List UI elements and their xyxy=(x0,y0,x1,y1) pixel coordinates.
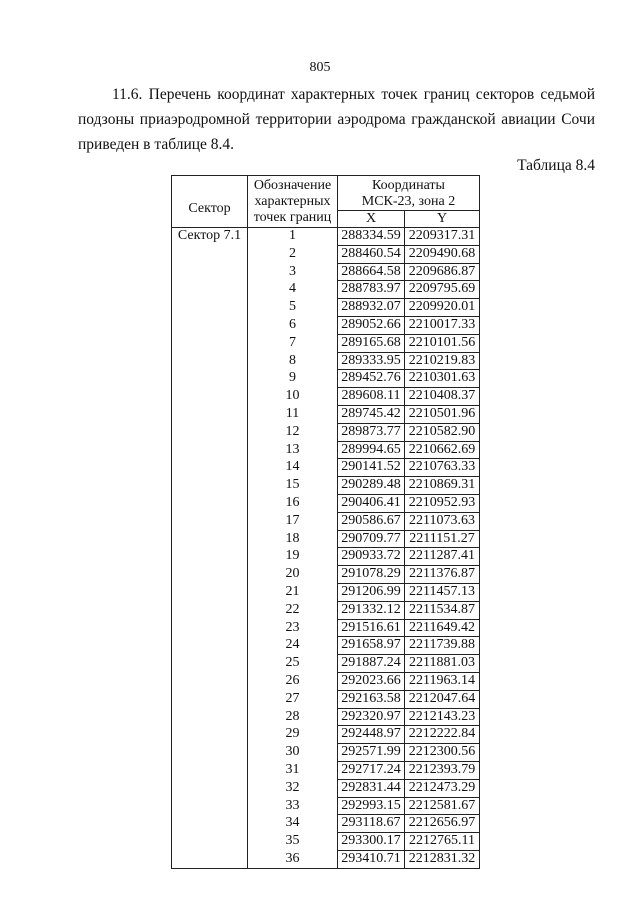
sector-cell xyxy=(172,566,248,584)
y-coordinate-cell: 2211649.42 xyxy=(405,619,480,637)
sector-cell xyxy=(172,316,248,334)
header-sector: Сектор xyxy=(172,176,248,228)
x-coordinate-cell: 288460.54 xyxy=(338,245,405,263)
table-row xyxy=(172,352,480,370)
sector-cell xyxy=(172,548,248,566)
point-number-cell: 32 xyxy=(248,779,338,797)
y-coordinate-cell: 2209686.87 xyxy=(405,263,480,281)
header-coordinates-line2: МСК-23, зона 2 xyxy=(361,194,456,209)
table-row xyxy=(172,619,480,637)
x-coordinate-cell: 290406.41 xyxy=(338,494,405,512)
y-coordinate-cell: 2209317.31 xyxy=(405,228,480,246)
table-row xyxy=(172,459,480,477)
x-coordinate-cell: 290709.77 xyxy=(338,530,405,548)
table-row xyxy=(172,583,480,601)
table-row xyxy=(172,477,480,495)
point-number-cell: 28 xyxy=(248,708,338,726)
point-number-cell: 6 xyxy=(248,316,338,334)
x-coordinate-cell: 292571.99 xyxy=(338,744,405,762)
y-coordinate-cell: 2212581.67 xyxy=(405,797,480,815)
point-number-cell: 29 xyxy=(248,726,338,744)
header-point xyxy=(248,176,338,228)
sector-cell xyxy=(172,352,248,370)
point-number-cell: 22 xyxy=(248,601,338,619)
y-coordinate-cell: 2212473.29 xyxy=(405,779,480,797)
table-row xyxy=(172,228,480,246)
point-number-cell: 20 xyxy=(248,566,338,584)
sector-cell xyxy=(172,405,248,423)
sector-cell: Сектор 7.1 xyxy=(172,228,248,246)
x-coordinate-cell: 292163.58 xyxy=(338,690,405,708)
point-number-cell: 19 xyxy=(248,548,338,566)
sector-cell xyxy=(172,494,248,512)
x-coordinate-cell: 292831.44 xyxy=(338,779,405,797)
coordinates-table xyxy=(171,175,480,869)
y-coordinate-cell: 2212300.56 xyxy=(405,744,480,762)
header-coordinates xyxy=(338,176,480,211)
y-coordinate-cell: 2211457.13 xyxy=(405,583,480,601)
table-row xyxy=(172,530,480,548)
header-x: X xyxy=(338,211,405,228)
sector-cell xyxy=(172,459,248,477)
point-number-cell: 12 xyxy=(248,423,338,441)
sector-cell xyxy=(172,583,248,601)
table-row xyxy=(172,512,480,530)
table-row xyxy=(172,548,480,566)
y-coordinate-cell: 2210662.69 xyxy=(405,441,480,459)
y-coordinate-cell: 2209795.69 xyxy=(405,281,480,299)
y-coordinate-cell: 2209490.68 xyxy=(405,245,480,263)
point-number-cell: 30 xyxy=(248,744,338,762)
point-number-cell: 10 xyxy=(248,388,338,406)
page-number: 805 xyxy=(309,60,331,75)
x-coordinate-cell: 289745.42 xyxy=(338,405,405,423)
sector-cell xyxy=(172,797,248,815)
sector-cell xyxy=(172,850,248,868)
point-number-cell: 27 xyxy=(248,690,338,708)
x-coordinate-cell: 291078.29 xyxy=(338,566,405,584)
point-number-cell: 16 xyxy=(248,494,338,512)
point-number-cell: 15 xyxy=(248,477,338,495)
header-point-line2: характерных xyxy=(254,193,331,209)
y-coordinate-cell: 2210501.96 xyxy=(405,405,480,423)
x-coordinate-cell: 291516.61 xyxy=(338,619,405,637)
y-coordinate-cell: 2211881.03 xyxy=(405,655,480,673)
x-coordinate-cell: 292320.97 xyxy=(338,708,405,726)
table-row xyxy=(172,405,480,423)
point-number-cell: 33 xyxy=(248,797,338,815)
table-row xyxy=(172,708,480,726)
table-row xyxy=(172,423,480,441)
table-row xyxy=(172,245,480,263)
y-coordinate-cell: 2212143.23 xyxy=(405,708,480,726)
table-row xyxy=(172,797,480,815)
sector-cell xyxy=(172,334,248,352)
y-coordinate-cell: 2211073.63 xyxy=(405,512,480,530)
y-coordinate-cell: 2210301.63 xyxy=(405,370,480,388)
point-number-cell: 1 xyxy=(248,228,338,246)
point-number-cell: 36 xyxy=(248,850,338,868)
sector-cell xyxy=(172,637,248,655)
point-number-cell: 9 xyxy=(248,370,338,388)
x-coordinate-cell: 288932.07 xyxy=(338,299,405,317)
y-coordinate-cell: 2211963.14 xyxy=(405,672,480,690)
x-coordinate-cell: 289452.76 xyxy=(338,370,405,388)
y-coordinate-cell: 2210219.83 xyxy=(405,352,480,370)
table-row xyxy=(172,299,480,317)
y-coordinate-cell: 2210869.31 xyxy=(405,477,480,495)
x-coordinate-cell: 289873.77 xyxy=(338,423,405,441)
sector-cell xyxy=(172,726,248,744)
table-row xyxy=(172,690,480,708)
x-coordinate-cell: 291332.12 xyxy=(338,601,405,619)
sector-cell xyxy=(172,423,248,441)
table-row xyxy=(172,744,480,762)
table-row xyxy=(172,672,480,690)
y-coordinate-cell: 2209920.01 xyxy=(405,299,480,317)
table-row xyxy=(172,726,480,744)
point-number-cell: 17 xyxy=(248,512,338,530)
x-coordinate-cell: 291658.97 xyxy=(338,637,405,655)
table-row xyxy=(172,761,480,779)
table-body xyxy=(172,228,480,869)
table-row xyxy=(172,655,480,673)
point-number-cell: 8 xyxy=(248,352,338,370)
table-row xyxy=(172,779,480,797)
x-coordinate-cell: 289608.11 xyxy=(338,388,405,406)
y-coordinate-cell: 2210017.33 xyxy=(405,316,480,334)
y-coordinate-cell: 2212831.32 xyxy=(405,850,480,868)
point-number-cell: 31 xyxy=(248,761,338,779)
x-coordinate-cell: 291887.24 xyxy=(338,655,405,673)
y-coordinate-cell: 2211151.27 xyxy=(405,530,480,548)
table-row xyxy=(172,566,480,584)
point-number-cell: 13 xyxy=(248,441,338,459)
x-coordinate-cell: 293118.67 xyxy=(338,815,405,833)
y-coordinate-cell: 2212047.64 xyxy=(405,690,480,708)
y-coordinate-cell: 2212393.79 xyxy=(405,761,480,779)
x-coordinate-cell: 288334.59 xyxy=(338,228,405,246)
point-number-cell: 11 xyxy=(248,405,338,423)
table-row xyxy=(172,815,480,833)
x-coordinate-cell: 292448.97 xyxy=(338,726,405,744)
point-number-cell: 34 xyxy=(248,815,338,833)
table-row xyxy=(172,833,480,851)
y-coordinate-cell: 2211287.41 xyxy=(405,548,480,566)
header-point-line1: Обозначение xyxy=(253,177,332,193)
table-row xyxy=(172,601,480,619)
x-coordinate-cell: 290289.48 xyxy=(338,477,405,495)
table-row xyxy=(172,316,480,334)
sector-cell xyxy=(172,601,248,619)
sector-cell xyxy=(172,388,248,406)
sector-cell xyxy=(172,245,248,263)
table-row xyxy=(172,441,480,459)
point-number-cell: 5 xyxy=(248,299,338,317)
sector-cell xyxy=(172,672,248,690)
x-coordinate-cell: 288783.97 xyxy=(338,281,405,299)
table-row xyxy=(172,281,480,299)
y-coordinate-cell: 2210952.93 xyxy=(405,494,480,512)
x-coordinate-cell: 290933.72 xyxy=(338,548,405,566)
sector-cell xyxy=(172,761,248,779)
point-number-cell: 14 xyxy=(248,459,338,477)
table-row xyxy=(172,637,480,655)
y-coordinate-cell: 2211534.87 xyxy=(405,601,480,619)
x-coordinate-cell: 290141.52 xyxy=(338,459,405,477)
header-point-line3: точек границ xyxy=(253,209,332,225)
point-number-cell: 35 xyxy=(248,833,338,851)
x-coordinate-cell: 293300.17 xyxy=(338,833,405,851)
table-row xyxy=(172,334,480,352)
sector-cell xyxy=(172,530,248,548)
x-coordinate-cell: 289333.95 xyxy=(338,352,405,370)
y-coordinate-cell: 2210763.33 xyxy=(405,459,480,477)
x-coordinate-cell: 290586.67 xyxy=(338,512,405,530)
x-coordinate-cell: 292717.24 xyxy=(338,761,405,779)
sector-cell xyxy=(172,833,248,851)
table-row xyxy=(172,494,480,512)
y-coordinate-cell: 2211739.88 xyxy=(405,637,480,655)
sector-cell xyxy=(172,655,248,673)
y-coordinate-cell: 2210101.56 xyxy=(405,334,480,352)
table-row xyxy=(172,263,480,281)
point-number-cell: 2 xyxy=(248,245,338,263)
point-number-cell: 7 xyxy=(248,334,338,352)
x-coordinate-cell: 292023.66 xyxy=(338,672,405,690)
table-row xyxy=(172,850,480,868)
x-coordinate-cell: 293410.71 xyxy=(338,850,405,868)
y-coordinate-cell: 2210408.37 xyxy=(405,388,480,406)
sector-cell xyxy=(172,370,248,388)
x-coordinate-cell: 289052.66 xyxy=(338,316,405,334)
point-number-cell: 24 xyxy=(248,637,338,655)
sector-cell xyxy=(172,744,248,762)
point-number-cell: 21 xyxy=(248,583,338,601)
y-coordinate-cell: 2212765.11 xyxy=(405,833,480,851)
header-y: Y xyxy=(405,211,480,228)
sector-cell xyxy=(172,815,248,833)
y-coordinate-cell: 2210582.90 xyxy=(405,423,480,441)
x-coordinate-cell: 288664.58 xyxy=(338,263,405,281)
point-number-cell: 4 xyxy=(248,281,338,299)
sector-cell xyxy=(172,619,248,637)
x-coordinate-cell: 289994.65 xyxy=(338,441,405,459)
sector-cell xyxy=(172,441,248,459)
sector-cell xyxy=(172,299,248,317)
y-coordinate-cell: 2211376.87 xyxy=(405,566,480,584)
table-caption: Таблица 8.4 xyxy=(517,157,595,174)
sector-cell xyxy=(172,708,248,726)
y-coordinate-cell: 2212222.84 xyxy=(405,726,480,744)
point-number-cell: 25 xyxy=(248,655,338,673)
table-row xyxy=(172,370,480,388)
point-number-cell: 26 xyxy=(248,672,338,690)
x-coordinate-cell: 292993.15 xyxy=(338,797,405,815)
y-coordinate-cell: 2212656.97 xyxy=(405,815,480,833)
point-number-cell: 3 xyxy=(248,263,338,281)
header-coordinates-line1: Координаты xyxy=(372,178,445,193)
point-number-cell: 18 xyxy=(248,530,338,548)
sector-cell xyxy=(172,690,248,708)
x-coordinate-cell: 291206.99 xyxy=(338,583,405,601)
intro-paragraph: 11.6. Перечень координат характерных точек границ секторов седьмой подзоны приаэродромной территории аэродрома гражданской авиации Сочи приведен в таблице 8.4. xyxy=(78,86,595,153)
sector-cell xyxy=(172,263,248,281)
sector-cell xyxy=(172,779,248,797)
point-number-cell: 23 xyxy=(248,619,338,637)
x-coordinate-cell: 289165.68 xyxy=(338,334,405,352)
table-row xyxy=(172,388,480,406)
sector-cell xyxy=(172,477,248,495)
sector-cell xyxy=(172,281,248,299)
sector-cell xyxy=(172,512,248,530)
